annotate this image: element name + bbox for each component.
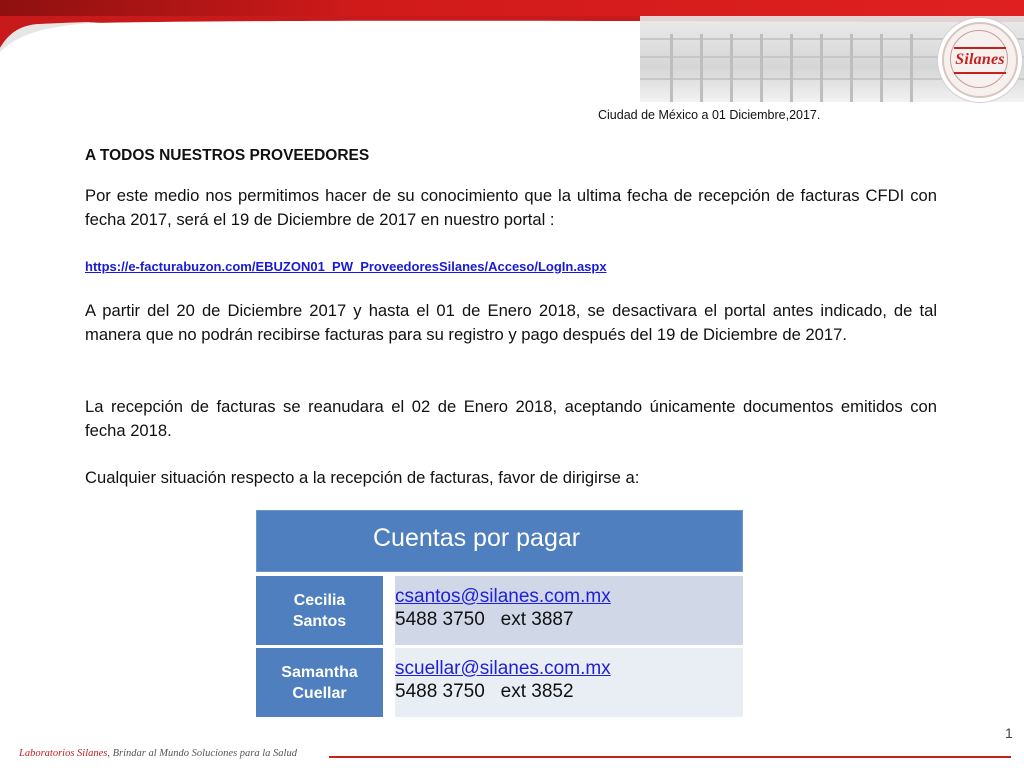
portal-link[interactable]: https://e-facturabuzon.com/EBUZON01_PW_ProveedoresSilanes/Acceso/LogIn.aspx	[85, 259, 607, 274]
contact-info	[395, 648, 743, 717]
contact-last-name: Santos	[292, 612, 347, 630]
contact-phone: 5488 3750 ext 3852	[395, 681, 574, 702]
paragraph-deactivation: A partir del 20 de Diciembre 2017 y hasta el 01 de Enero 2018, se desactivara el portal antes indicado, de tal manera que no podrán recibirse facturas para su registro y pago después del 19 de Diciembre de 2017.	[85, 301, 937, 344]
page-number: 1	[1005, 725, 1013, 741]
footer-tagline	[19, 748, 297, 759]
contact-info	[395, 576, 743, 645]
contacts-table	[256, 510, 743, 707]
contact-name	[256, 576, 383, 645]
footer-brand: Laboratorios Silanes	[19, 748, 108, 759]
contact-first-name: Samantha	[281, 663, 358, 681]
contact-email-link[interactable]: scuellar@silanes.com.mx	[395, 658, 611, 679]
contact-row	[256, 648, 743, 717]
footer-slogan: , Brindar al Mundo Soluciones para la Salud	[107, 748, 297, 759]
contact-name	[256, 648, 383, 717]
contact-last-name: Cuellar	[292, 684, 347, 702]
cell-separator	[383, 576, 395, 645]
silanes-logo	[942, 22, 1018, 98]
contact-email-link[interactable]: csantos@silanes.com.mx	[395, 586, 611, 607]
contact-phone: 5488 3750 ext 3887	[395, 609, 574, 630]
paragraph-resume: La recepción de facturas se reanudara el 02 de Enero 2018, aceptando únicamente documentos emitidos con fecha 2018.	[85, 397, 937, 440]
logo-bar-top	[954, 47, 1006, 49]
logo-bar-bottom	[954, 72, 1006, 74]
date-line: Ciudad de México a 01 Diciembre,2017.	[598, 108, 821, 122]
cell-separator	[383, 648, 395, 717]
paragraph-deadline: Por este medio nos permitimos hacer de su conocimiento que la ultima fecha de recepción de facturas CFDI con fecha 2017, será el 19 de Diciembre de 2017 en nuestro portal :	[85, 186, 937, 229]
contact-row	[256, 576, 743, 645]
paragraph-contact: Cualquier situación respecto a la recepción de facturas, favor de dirigirse a:	[85, 468, 640, 487]
footer-rule	[329, 756, 1011, 758]
contact-first-name: Cecilia	[293, 591, 346, 609]
letter-heading: A TODOS NUESTROS PROVEEDORES	[85, 147, 370, 164]
contacts-table-title: Cuentas por pagar	[373, 524, 581, 552]
contacts-table-header	[256, 510, 743, 572]
logo-text: Silanes	[955, 51, 1005, 68]
